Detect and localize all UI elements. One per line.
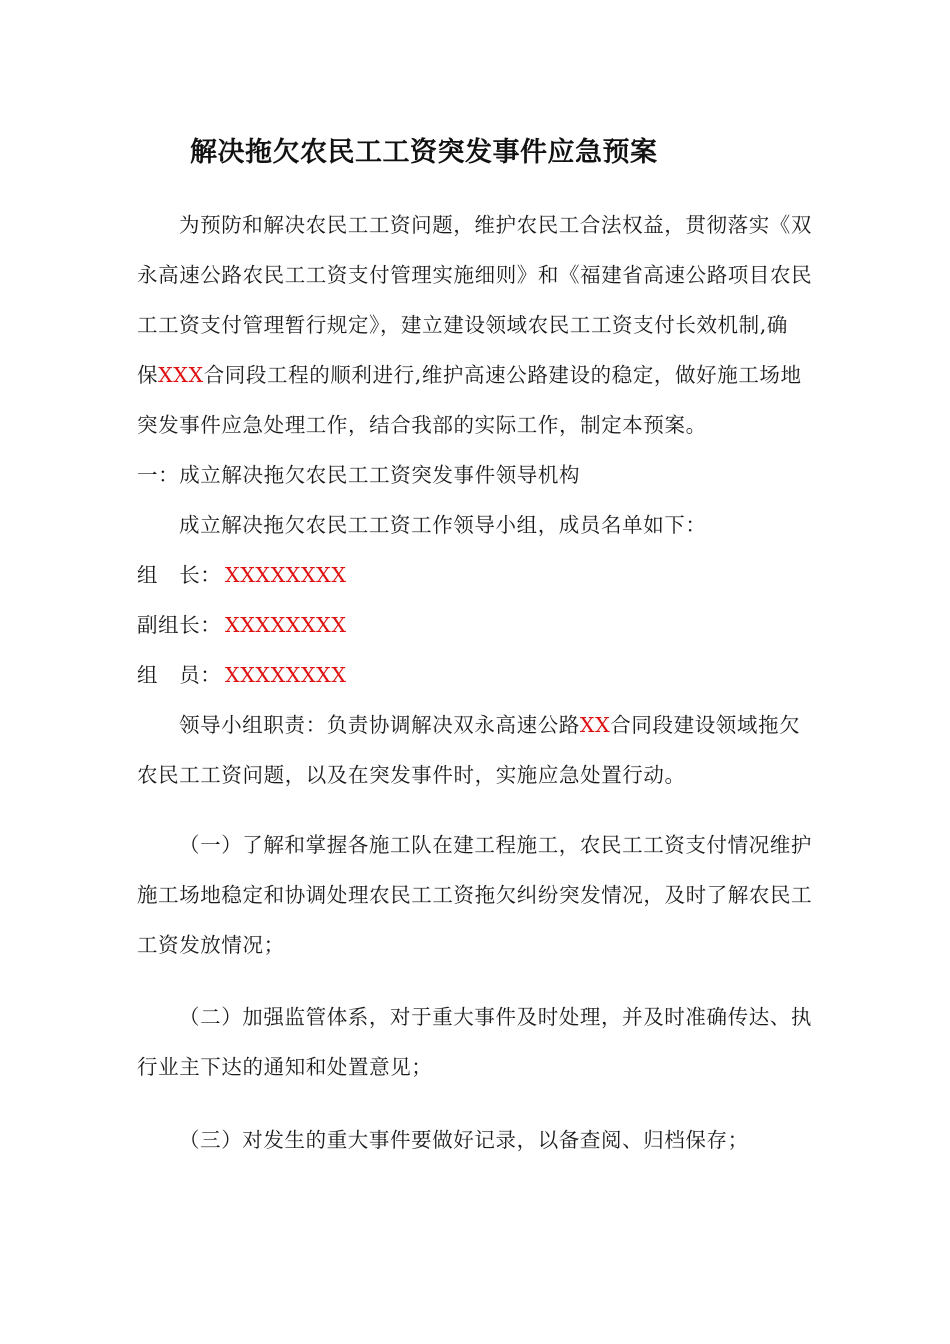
- contract-placeholder: XXX: [158, 363, 204, 387]
- item-1-line-2: 施工场地稳定和协调处理农民工工资拖欠纠纷突发情况，及时了解农民工: [137, 883, 813, 907]
- item-2-line-2: 行业主下达的通知和处置意见；: [137, 1055, 433, 1079]
- intro-line-4-pre: 保: [137, 363, 159, 387]
- item-3-line-1: （三）对发生的重大事件要做好记录，以备查阅、归档保存；: [179, 1128, 749, 1152]
- intro-line-1: 为预防和解决农民工工资问题，维护农民工合法权益，贯彻落实《双: [179, 213, 812, 237]
- intro-line-4-post: 合同段工程的顺利进行,维护高速公路建设的稳定，做好施工场地: [203, 363, 802, 387]
- section-1-heading: 一：成立解决拖欠农民工工资突发事件领导机构: [137, 463, 581, 487]
- intro-line-5: 突发事件应急处理工作，结合我部的实际工作，制定本预案。: [137, 413, 707, 437]
- member-value: XXXXXXXX: [225, 663, 347, 687]
- item-1: [137, 820, 857, 970]
- intro-line-2: 永高速公路农民工工资支付管理实施细则》和《福建省高速公路项目农民: [137, 263, 813, 287]
- duty-line-1-pre: 领导小组职责：负责协调解决双永高速公路: [179, 713, 580, 737]
- member-label: 组 员：: [137, 663, 222, 687]
- duty-line-2: 农民工工资问题，以及在突发事件时，实施应急处置行动。: [137, 763, 686, 787]
- member-row-deputy: [137, 600, 857, 650]
- item-1-line-3: 工资发放情况；: [137, 933, 285, 957]
- member-label: 组 长：: [137, 563, 222, 587]
- section-1: [137, 450, 857, 800]
- member-value: XXXXXXXX: [225, 563, 347, 587]
- item-2: [137, 992, 857, 1092]
- item-2-line-1: （二）加强监管体系，对于重大事件及时处理，并及时准确传达、执: [179, 1005, 812, 1029]
- duty-line-1-post: 合同段建设领域拖欠: [610, 713, 801, 737]
- member-row-leader: [137, 550, 857, 600]
- item-1-line-1: （一）了解和掌握各施工队在建工程施工，农民工工资支付情况维护: [179, 833, 812, 857]
- contract-placeholder: XX: [579, 713, 611, 737]
- member-row-member: [137, 650, 857, 700]
- intro-paragraph: [137, 200, 857, 450]
- item-3: [137, 1115, 857, 1165]
- member-value: XXXXXXXX: [225, 613, 347, 637]
- group-intro: 成立解决拖欠农民工工资工作领导小组，成员名单如下：: [179, 513, 707, 537]
- duty-line-1: [137, 700, 857, 750]
- intro-line-4: [137, 350, 857, 400]
- document-title: 解决拖欠农民工工资突发事件应急预案: [190, 137, 658, 168]
- intro-line-3: 工工资支付管理暂行规定》，建立建设领域农民工工资支付长效机制,确: [137, 313, 788, 337]
- member-label: 副组长：: [137, 613, 222, 637]
